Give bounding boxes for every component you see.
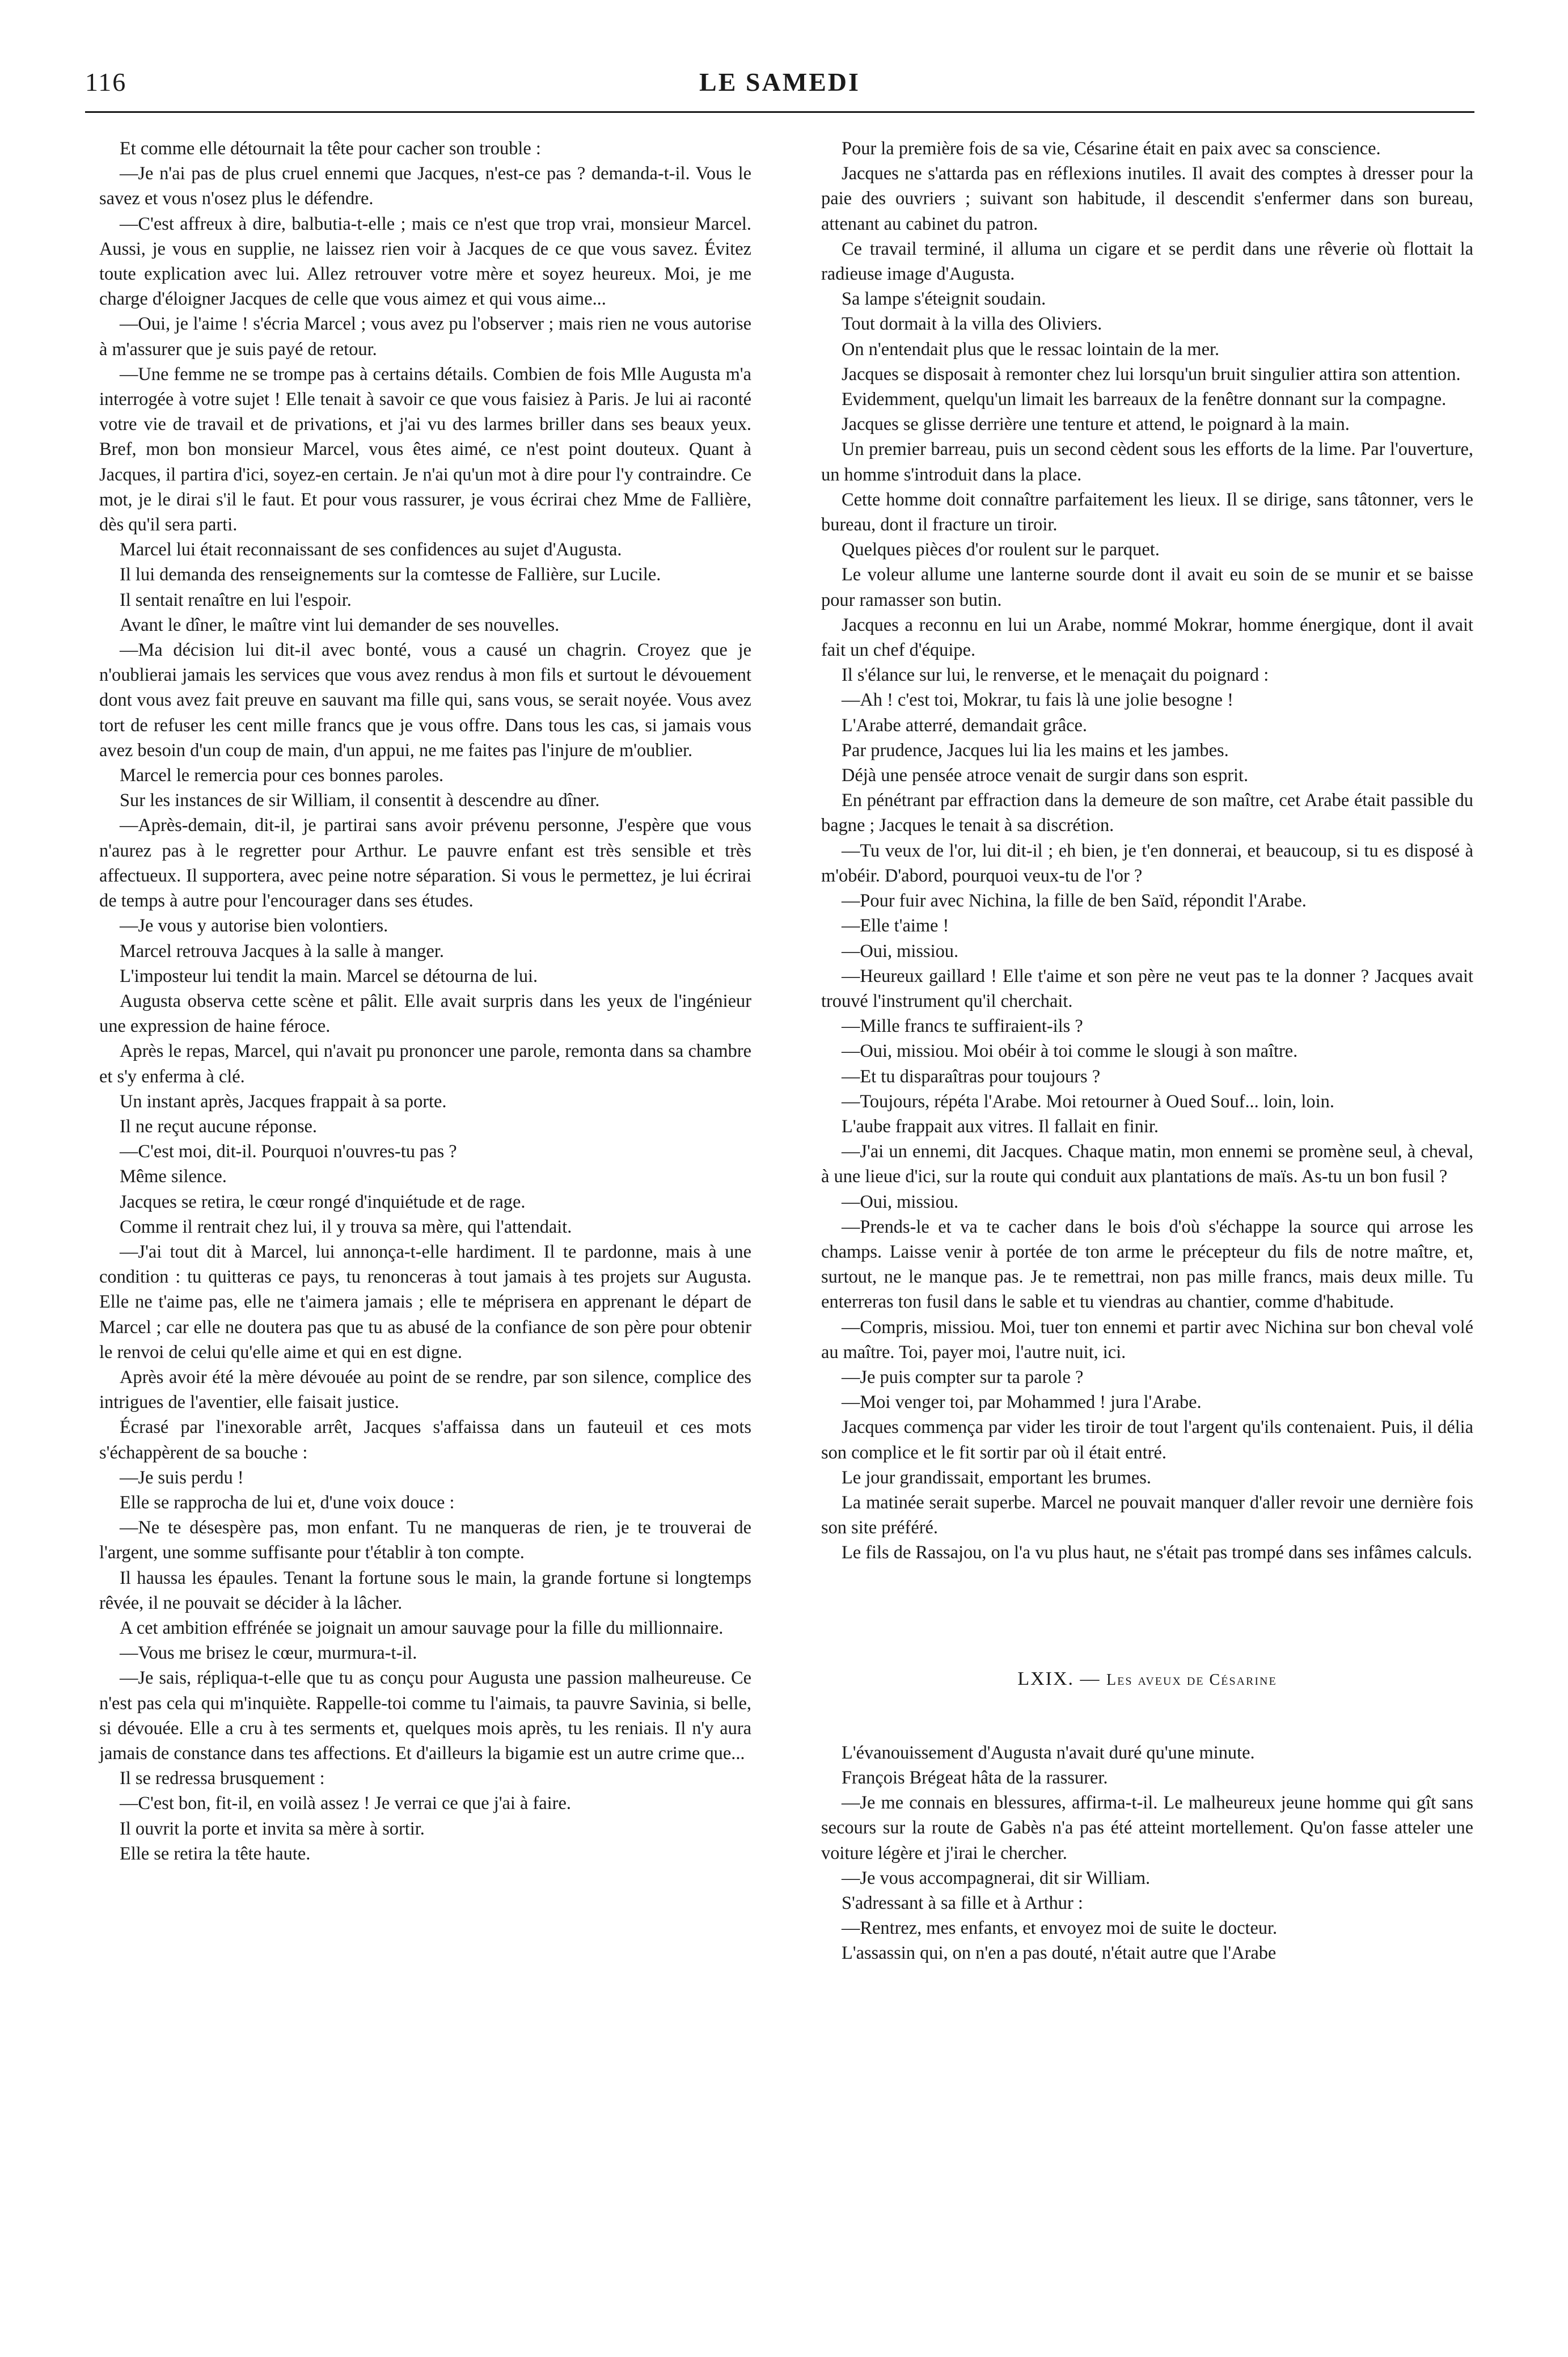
- paragraph: La matinée serait superbe. Marcel ne pouvait manquer d'aller revoir une dernière fois son site préféré.: [821, 1492, 1473, 1538]
- paragraph: —Ah ! c'est toi, Mokrar, tu fais là une jolie besogne !: [842, 690, 1233, 711]
- paragraph: —Pour fuir avec Nichina, la fille de ben Saïd, répondit l'Arabe.: [842, 891, 1307, 912]
- paragraph: Il sentait renaître en lui l'espoir.: [120, 589, 352, 610]
- paragraph: S'adressant à sa fille et à Arthur :: [842, 1893, 1083, 1913]
- paragraph: Augusta observa cette scène et pâlit. Elle avait surpris dans les yeux de l'ingénieur une expression de haine féroce.: [99, 990, 751, 1037]
- paragraph: Marcel lui était reconnaissant de ses confidences au sujet d'Augusta.: [120, 539, 622, 560]
- paragraph: —Oui, je l'aime ! s'écria Marcel ; vous avez pu l'observer ; mais rien ne vous autorise à m'assurer que je suis payé de retour.: [99, 314, 751, 360]
- page-number: 116: [85, 68, 127, 96]
- paragraph: Sa lampe s'éteignit soudain.: [842, 289, 1046, 310]
- paragraph: Jacques se glisse derrière une tenture et attend, le poignard à la main.: [842, 414, 1350, 435]
- paragraph: —Une femme ne se trompe pas à certains détails. Combien de fois Mlle Augusta m'a interrogée à votre sujet ! Elle tenait à savoir ce que vous faisiez à Paris. Je lui ai raconté votre vie de travail et de privations, et j'ai vu des larmes briller dans ses beaux yeux. Bref, mon bon monsieur Marcel, vous êtes aimé, ce n'est point douteux. Quant à Jacques, il partira d'ici, soyez-en certain. Je n'ai qu'un mot à dire pour l'y contraindre. Ce mot, je le dirai s'il le faut. Et pour vous rassurer, je vous écrirai chez Mme de Fallière, dès qu'il sera parti.: [99, 364, 751, 536]
- paragraph: —Heureux gaillard ! Elle t'aime et son père ne veut pas te la donner ? Jacques avait trouvé l'instrument qu'il cherchait.: [821, 965, 1473, 1011]
- paragraph: Même silence.: [120, 1166, 227, 1187]
- paragraph: —J'ai un ennemi, dit Jacques. Chaque matin, mon ennemi se promène seul, à cheval, à une lieue d'ici, sur la route qui conduit aux plantations de maïs. As-tu un bon fusil ?: [821, 1141, 1473, 1187]
- paragraph: Il lui demanda des renseignements sur la comtesse de Fallière, sur Lucile.: [120, 564, 661, 585]
- paragraph: —Et tu disparaîtras pour toujours ?: [842, 1066, 1101, 1087]
- paragraph: Jacques se disposait à remonter chez lui lorsqu'un bruit singulier attira son attention.: [842, 364, 1461, 385]
- paragraph: Il s'élance sur lui, le renverse, et le menaçait du poignard :: [842, 665, 1269, 686]
- paragraph: On n'entendait plus que le ressac lointain de la mer.: [842, 339, 1220, 360]
- paragraph: Tout dormait à la villa des Oliviers.: [842, 314, 1102, 335]
- paragraph: —Je me connais en blessures, affirma-t-il. Le malheureux jeune homme qui gît sans secours sur la route de Gabès n'a pas été atteint mortellement. Qu'on fasse atteler une voiture légère et j'irai le chercher.: [821, 1793, 1473, 1863]
- paragraph: Elle se rapprocha de lui et, d'une voix douce :: [120, 1492, 455, 1513]
- paragraph: Il haussa les épaules. Tenant la fortune sous le main, la grande fortune si longtemps rêvée, il ne pouvait se décider à la lâcher.: [99, 1567, 751, 1613]
- paragraph: L'Arabe atterré, demandait grâce.: [842, 715, 1087, 736]
- paragraph: —Tu veux de l'or, lui dit-il ; eh bien, je t'en donnerai, et beaucoup, si tu es disposé à m'obéir. D'abord, pourquoi veux-tu de l'or ?: [821, 840, 1473, 886]
- header-rule: [85, 111, 1474, 113]
- paragraph: Après avoir été la mère dévouée au point de se rendre, par son silence, complice des intrigues de l'aventier, elle faisait justice.: [99, 1367, 751, 1413]
- journal-title: LE SAMEDI: [699, 68, 860, 96]
- paragraph: Pour la première fois de sa vie, Césarine était en paix avec sa conscience.: [842, 138, 1381, 159]
- paragraph: Déjà une pensée atroce venait de surgir dans son esprit.: [842, 765, 1249, 786]
- paragraph: —Je sais, répliqua-t-elle que tu as conçu pour Augusta une passion malheureuse. Ce n'est pas cela qui m'inquiète. Rappelle-toi comme tu l'aimais, ta pauvre Savinia, si belle, si dévouée. Elle a cru à tes serments et, quelques mois après, tu les reniais. Il n'y aura jamais de constance dans tes affections. Et d'ailleurs la bigamie est un autre crime que...: [99, 1668, 751, 1764]
- paragraph: François Brégeat hâta de la rassurer.: [842, 1767, 1108, 1788]
- paragraph: Jacques a reconnu en lui un Arabe, nommé Mokrar, homme énergique, dont il avait fait un chef d'équipe.: [821, 614, 1473, 661]
- paragraph: Écrasé par l'inexorable arrêt, Jacques s'affaissa dans un fauteuil et ces mots s'échappèrent de sa bouche :: [99, 1417, 751, 1463]
- page-header: [85, 67, 1474, 101]
- paragraph: —J'ai tout dit à Marcel, lui annonça-t-elle hardiment. Il te pardonne, mais à une condition : tu quitteras ce pays, tu renonceras à tout jamais à tes projets sur Augusta. Elle ne t'aime pas, elle ne t'aimera jamais ; elle te méprisera en apprenant le départ de Marcel ; car elle ne doutera pas que tu as abusé de la confiance de son père pour obtenir le renvoi de celui qu'elle aime et qui en est digne.: [99, 1241, 751, 1363]
- paragraph: —Mille francs te suffiraient-ils ?: [842, 1016, 1083, 1037]
- paragraph: Le jour grandissait, emportant les brumes.: [842, 1467, 1152, 1488]
- paragraph: En pénétrant par effraction dans la demeure de son maître, cet Arabe était passible du bagne ; Jacques le tenait à sa discrétion.: [821, 790, 1473, 836]
- paragraph: Sur les instances de sir William, il consentit à descendre au dîner.: [120, 790, 600, 811]
- paragraph: —Après-demain, dit-il, je partirai sans avoir prévenu personne, J'espère que vous n'aurez pas à le regretter pour Arthur. Le pauvre enfant est très sensible et très affectueux. Il supportera, avec peine notre séparation. Si vous le permettez, je lui écrirai de temps à autre pour l'encourager dans ses études.: [99, 815, 751, 912]
- paragraph: Par prudence, Jacques lui lia les mains et les jambes.: [842, 740, 1229, 761]
- paragraph: Elle se retira la tête haute.: [120, 1843, 311, 1864]
- paragraph: Marcel retrouva Jacques à la salle à manger.: [120, 941, 444, 962]
- paragraph: —Je n'ai pas de plus cruel ennemi que Jacques, n'est-ce pas ? demanda-t-il. Vous le savez et vous n'osez plus le défendre.: [99, 163, 751, 209]
- paragraph: —Moi venger toi, par Mohammed ! jura l'Arabe.: [842, 1392, 1202, 1413]
- paragraph: —C'est affreux à dire, balbutia-t-elle ; mais ce n'est que trop vrai, monsieur Marcel. Aussi, je vous en supplie, ne laissez rien voir à Jacques de ce que vous savez. Évitez toute explication avec lui. Allez retrouver votre mère et soyez heureux. Moi, je me charge d'éloigner Jacques de celle que vous aimez et qui vous aime...: [99, 213, 751, 310]
- paragraph: —Je vous accompagnerai, dit sir William.: [842, 1867, 1151, 1888]
- paragraph: Comme il rentrait chez lui, il y trouva sa mère, qui l'attendait.: [120, 1216, 572, 1237]
- paragraph: —Je vous y autorise bien volontiers.: [120, 916, 388, 937]
- paragraph: —Rentrez, mes enfants, et envoyez moi de suite le docteur.: [842, 1918, 1278, 1939]
- paragraph: —Ma décision lui dit-il avec bonté, vous a causé un chagrin. Croyez que je n'oublierai jamais les services que vous avez rendus à mon fils et surtout le dévouement dont vous avez fait preuve en sauvant ma fille qui, sans vous, se serait noyée. Vous avez tort de refuser les cent mille francs que je vous offre. Dans tous les cas, si jamais vous avez besoin d'un coup de main, d'un appui, ne me faites pas l'injure de m'oublier.: [99, 640, 751, 761]
- left-column: [99, 136, 751, 1866]
- paragraph: —Vous me brisez le cœur, murmura-t-il.: [120, 1643, 417, 1664]
- chapter-number: LXIX. —: [1017, 1668, 1101, 1689]
- paragraph: Il ne reçut aucune réponse.: [120, 1116, 318, 1137]
- paragraph: L'aube frappait aux vitres. Il fallait en finir.: [842, 1116, 1159, 1137]
- paragraph: —Prends-le et va te cacher dans le bois d'où s'échappe la source qui arrose les champs. Laisse venir à portée de ton arme le précepteur du fils de notre maître, et, surtout, ne le manque pas. Je te remettrai, non pas mille francs, mais deux mille. Tu enterreras ton fusil dans le sable et tu viendras au chantier, comme d'habitude.: [821, 1216, 1473, 1313]
- chapter-heading: [821, 1667, 1473, 1693]
- paragraph: —Toujours, répéta l'Arabe. Moi retourner à Oued Souf... loin, loin.: [842, 1091, 1334, 1112]
- paragraph: —Oui, missiou.: [842, 941, 959, 962]
- paragraph: Quelques pièces d'or roulent sur le parquet.: [842, 539, 1160, 560]
- paragraph: —Ne te désespère pas, mon enfant. Tu ne manqueras de rien, je te trouverai de l'argent, une somme suffisante pour t'établir à ton compte.: [99, 1517, 751, 1563]
- paragraph: —Je suis perdu !: [120, 1467, 244, 1488]
- paragraph: Un premier barreau, puis un second cèdent sous les efforts de la lime. Par l'ouverture, un homme s'introduit dans la place.: [821, 439, 1473, 485]
- right-column-top: [821, 136, 1473, 1566]
- chapter-subtitle: Les aveux de Césarine: [1106, 1671, 1277, 1689]
- paragraph: Ce travail terminé, il alluma un cigare et se perdit dans une rêverie où flottait la radieuse image d'Augusta.: [821, 238, 1473, 285]
- paragraph: A cet ambition effrénée se joignait un amour sauvage pour la fille du millionnaire.: [120, 1617, 724, 1638]
- paragraph: Cette homme doit connaître parfaitement les lieux. Il se dirige, sans tâtonner, vers le bureau, dont il fracture un tiroir.: [821, 489, 1473, 536]
- paragraph: Avant le dîner, le maître vint lui demander de ses nouvelles.: [120, 614, 560, 635]
- paragraph: Il se redressa brusquement :: [120, 1768, 325, 1789]
- paragraph: Jacques se retira, le cœur rongé d'inquiétude et de rage.: [120, 1191, 526, 1212]
- paragraph: Il ouvrit la porte et invita sa mère à sortir.: [120, 1818, 425, 1839]
- paragraph: —C'est bon, fit-il, en voilà assez ! Je verrai ce que j'ai à faire.: [120, 1793, 571, 1814]
- paragraph: —Compris, missiou. Moi, tuer ton ennemi et partir avec Nichina sur bon cheval volé au maître. Toi, payer moi, l'autre nuit, ici.: [821, 1317, 1473, 1363]
- paragraph: Jacques commença par vider les tiroir de tout l'argent qu'ils contenaient. Puis, il délia son complice et le fit sortir par où il était entré.: [821, 1417, 1473, 1463]
- paragraph: Evidemment, quelqu'un limait les barreaux de la fenêtre donnant sur la compagne.: [842, 389, 1447, 410]
- paragraph: —Oui, missiou. Moi obéir à toi comme le slougi à son maître.: [842, 1041, 1298, 1062]
- paragraph: Un instant après, Jacques frappait à sa porte.: [120, 1091, 447, 1112]
- paragraph: Après le repas, Marcel, qui n'avait pu prononcer une parole, remonta dans sa chambre et s'y enferma à clé.: [99, 1041, 751, 1087]
- right-column: [821, 136, 1473, 1966]
- paragraph: —C'est moi, dit-il. Pourquoi n'ouvres-tu pas ?: [120, 1141, 457, 1162]
- paragraph: —Je puis compter sur ta parole ?: [842, 1367, 1084, 1388]
- paragraph: Jacques ne s'attarda pas en réflexions inutiles. Il avait des comptes à dresser pour la paie des ouvriers ; suivant son habitude, il descendit s'enfermer dans son bureau, attenant au cabinet du patron.: [821, 163, 1473, 234]
- paragraph: Et comme elle détournait la tête pour cacher son trouble :: [120, 138, 541, 159]
- paragraph: Le fils de Rassajou, on l'a vu plus haut, ne s'était pas trompé dans ses infâmes calculs.: [842, 1542, 1472, 1563]
- paragraph: —Oui, missiou.: [842, 1191, 959, 1212]
- paragraph: L'imposteur lui tendit la main. Marcel se détourna de lui.: [120, 965, 538, 986]
- paragraph: L'assassin qui, on n'en a pas douté, n'était autre que l'Arabe: [842, 1943, 1277, 1964]
- paragraph: Marcel le remercia pour ces bonnes paroles.: [120, 765, 444, 786]
- paragraph: L'évanouissement d'Augusta n'avait duré qu'une minute.: [842, 1742, 1255, 1763]
- paragraph: —Elle t'aime !: [842, 916, 949, 937]
- right-column-bottom: [821, 1740, 1473, 1966]
- paragraph: Le voleur allume une lanterne sourde dont il avait eu soin de se munir et se baisse pour ramasser son butin.: [821, 564, 1473, 610]
